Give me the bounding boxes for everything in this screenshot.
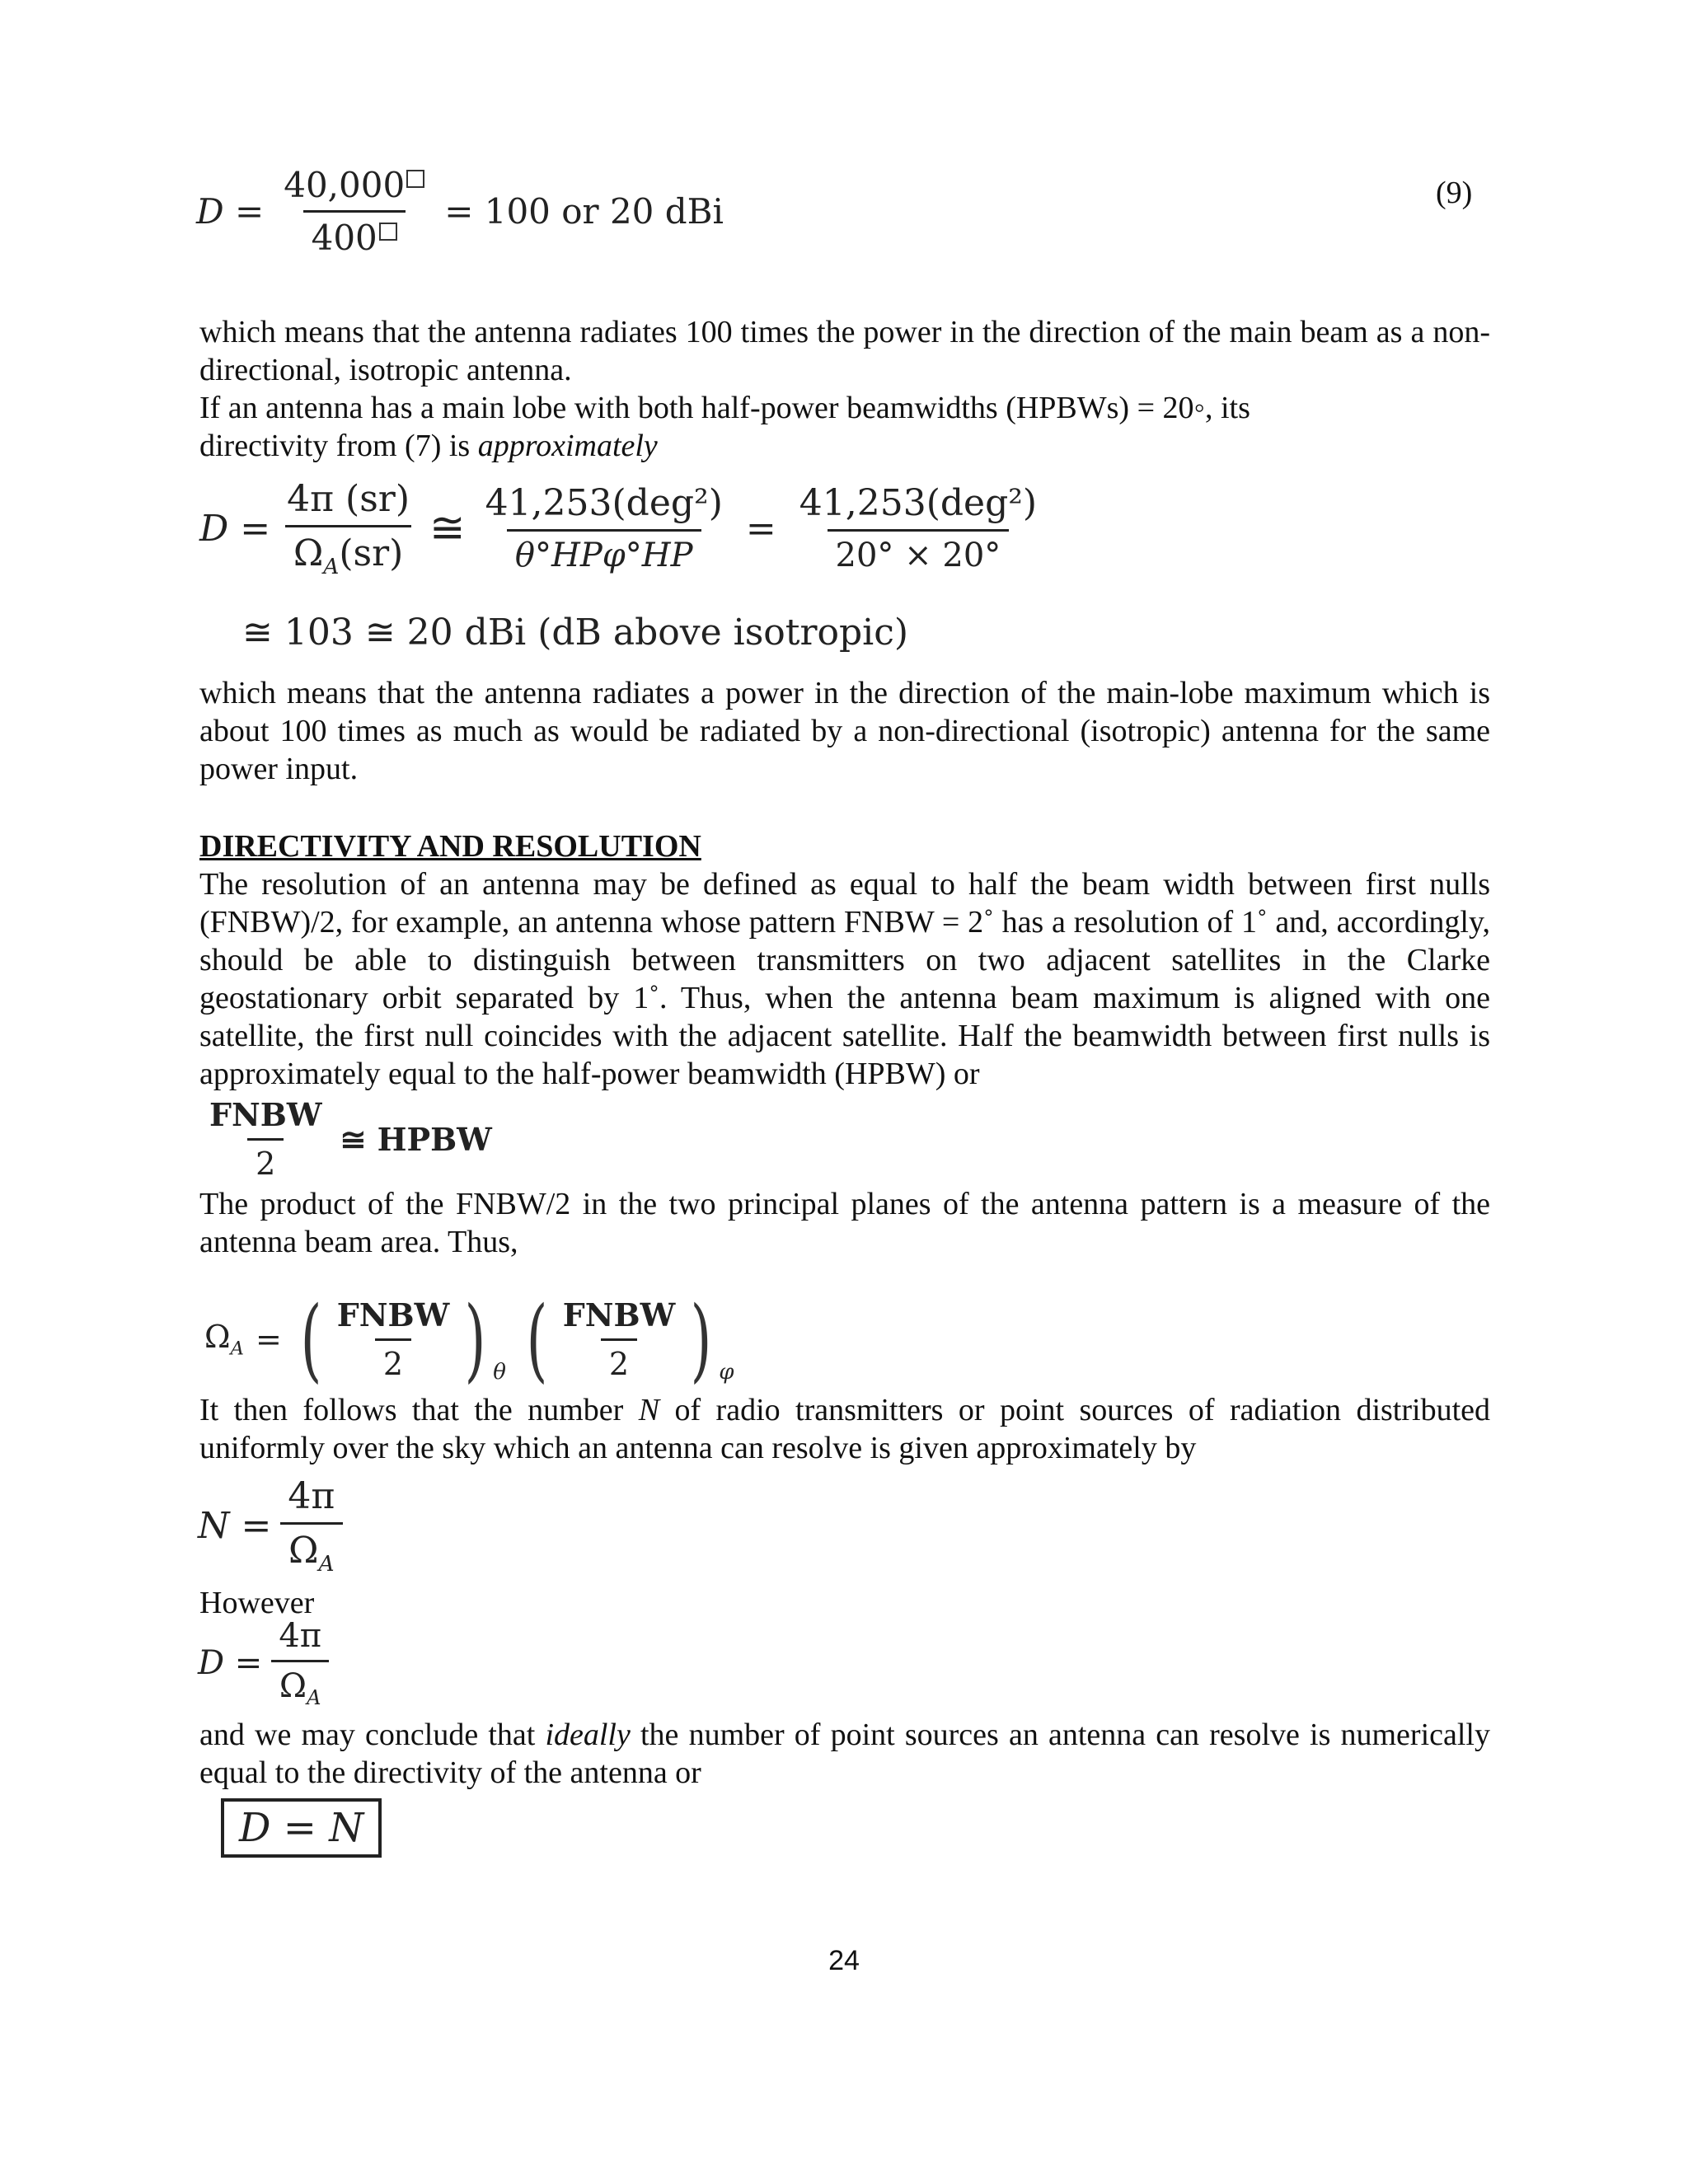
omega-symbol: Ω <box>279 1667 307 1705</box>
paragraph-8 <box>199 1716 1490 1792</box>
directivity-lhs: D = <box>199 507 271 550</box>
equation-9 <box>196 165 724 258</box>
phi-fraction-numerator: FNBW <box>562 1296 676 1333</box>
eq9-numerator: 40,000 <box>284 165 406 205</box>
paragraph-7 <box>199 1584 1490 1622</box>
paragraph-3-text: which means that the antenna radiates a power in the direction of the main-lobe maximum which is about 100 times as much as would be radiated by a non-directional (isotropic) antenna for the same power input. <box>199 676 1490 786</box>
left-paren-icon: ( <box>300 1286 322 1392</box>
paragraph-7-text: However <box>199 1586 315 1620</box>
d-lhs: D = <box>198 1644 263 1682</box>
paragraph-4 <box>199 865 1490 1093</box>
paragraph-2 <box>199 389 1490 465</box>
eq9-fraction <box>275 165 433 258</box>
fnbw-fraction <box>201 1096 331 1182</box>
paragraph-8-text <box>199 1716 1490 1792</box>
omega-symbol: Ω <box>288 1530 319 1572</box>
n-equation <box>198 1475 343 1577</box>
theta-fraction-numerator: FNBW <box>336 1296 450 1333</box>
omega-symbol: Ω <box>204 1319 231 1356</box>
fraction-1-numerator: 4π (sr) <box>287 478 410 520</box>
paragraph-6-post: of radio transmitters or point sources of radiation distributed uniformly over the sky which an antenna can resolve is given approximately by <box>199 1393 1491 1465</box>
beam-area-fraction-theta <box>329 1296 458 1382</box>
right-paren-icon: ) <box>690 1286 712 1392</box>
beam-area-equals: = <box>255 1321 282 1357</box>
paragraph-6 <box>199 1391 1490 1467</box>
fraction-2-denominator: θ°HPφ°HP <box>507 529 701 574</box>
directivity-fraction-2 <box>477 482 731 574</box>
paragraph-6-italic: N <box>638 1393 660 1427</box>
equals-symbol: = <box>745 507 776 550</box>
fraction-2-numerator: 41,253(deg²) <box>485 482 723 525</box>
missing-glyph-box-icon <box>406 170 424 188</box>
n-numerator: 4π <box>288 1475 335 1517</box>
section-heading: DIRECTIVITY AND RESOLUTION <box>199 829 701 864</box>
paragraph-2-text: directivity from (7) is <box>199 429 478 463</box>
beam-area-fraction-phi <box>555 1296 684 1382</box>
phi-subscript: φ <box>719 1360 734 1385</box>
equation-number: (9) <box>1436 176 1473 210</box>
n-denominator <box>280 1522 343 1577</box>
d-fraction <box>270 1617 330 1709</box>
paragraph-2-italic: approximately <box>477 429 658 463</box>
fraction-1-unit: (sr) <box>339 532 404 574</box>
fnbw-numerator: FNBW <box>209 1096 322 1133</box>
fraction-1-denominator <box>285 525 412 579</box>
phi-fraction-denominator: 2 <box>601 1338 637 1382</box>
n-lhs: N = <box>198 1504 272 1547</box>
paragraph-4-text: The resolution of an antenna may be defined as equal to half the beam width between first nulls (FNBW)/2, for example, an antenna whose pattern FNBW = 2˚ has a resolution of 1˚ and, accordingly, should be able to distinguish between transmitters on two adjacent satellites in the Clarke geostationary orbit separated by 1˚. Thus, when the antenna beam maximum is aligned with one satellite, the first null coincides with the adjacent satellite. Half the beamwidth between first nulls is approximately equal to the half-power beamwidth (HPBW) or <box>199 867 1490 1091</box>
n-fraction <box>279 1475 343 1577</box>
paragraph-5-text: The product of the FNBW/2 in the two principal planes of the antenna pattern is a measure of the antenna beam area. Thus, <box>199 1187 1490 1259</box>
omega-subscript: A <box>323 553 340 579</box>
omega-subscript: A <box>230 1338 244 1360</box>
paragraph-8-pre: and we may conclude that <box>199 1718 546 1752</box>
d-equation <box>198 1617 330 1709</box>
fraction-3-numerator: 41,253(deg²) <box>799 482 1038 525</box>
omega-symbol: Ω <box>293 532 324 574</box>
paragraph-2-line-2 <box>199 427 1490 465</box>
beam-area-lhs <box>204 1319 244 1360</box>
paragraph-6-text <box>199 1391 1490 1467</box>
eq9-lhs: D = <box>196 191 265 232</box>
missing-glyph-box-icon <box>379 223 397 241</box>
directivity-equation <box>199 478 1045 579</box>
eq9-denominator: 400 <box>311 218 377 258</box>
fraction-3-denominator: 20° × 20° <box>828 529 1010 574</box>
right-paren-icon: ) <box>464 1286 486 1392</box>
paragraph-5 <box>199 1185 1490 1261</box>
omega-subscript: A <box>318 1550 335 1577</box>
directivity-fraction-1 <box>279 478 418 579</box>
fnbw-rhs: ≅ HPBW <box>340 1120 492 1158</box>
d-denominator <box>271 1660 330 1709</box>
left-paren-icon: ( <box>526 1286 548 1392</box>
paragraph-8-italic: ideally <box>545 1718 631 1752</box>
fnbw-hpbw-equation <box>201 1096 492 1182</box>
beam-area-equation <box>204 1286 734 1392</box>
fnbw-denominator: 2 <box>247 1138 284 1182</box>
paragraph-1-text: which means that the antenna radiates 100 times the power in the direction of the main beam as a non-directional, isotropic antenna. <box>199 315 1490 387</box>
theta-subscript: θ <box>493 1360 506 1385</box>
omega-subscript: A <box>307 1686 321 1709</box>
paragraph-6-pre: It then follows that the number <box>199 1393 639 1427</box>
paragraph-2-line-1: If an antenna has a main lobe with both half-power beamwidths (HPBWs) = 20◦, its <box>199 391 1250 425</box>
approx-symbol: ≅ <box>429 504 466 554</box>
page-number: 24 <box>828 1945 860 1976</box>
paragraph-1 <box>199 313 1490 389</box>
paragraph-3 <box>199 674 1490 788</box>
d-numerator: 4π <box>279 1617 322 1655</box>
boxed-equation <box>221 1805 382 1851</box>
directivity-fraction-3 <box>791 482 1045 574</box>
boxed-equation-text: D = N <box>221 1798 382 1858</box>
eq9-rhs: = 100 or 20 dBi <box>444 191 724 232</box>
directivity-result: ≅ 103 ≅ 20 dBi (dB above isotropic) <box>242 612 909 654</box>
paragraph-8-post: the number of point sources an antenna can resolve is numerically equal to the directivity of the antenna or <box>199 1718 1490 1790</box>
theta-fraction-denominator: 2 <box>375 1338 411 1382</box>
